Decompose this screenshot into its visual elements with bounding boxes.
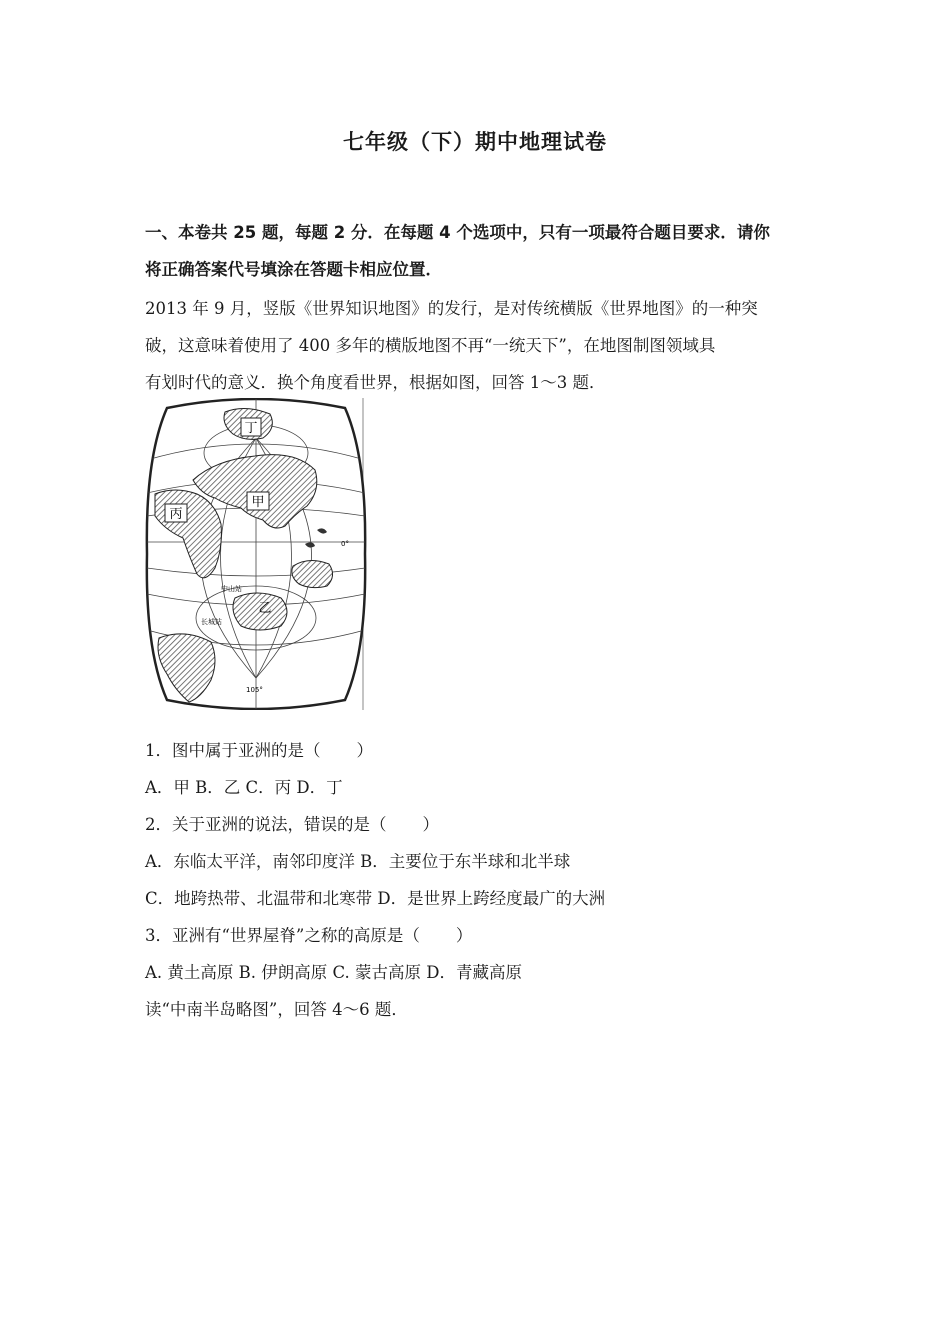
question-1-stem: 1．图中属于亚洲的是（ [145, 741, 321, 760]
question-2-stem: 2．关于亚洲的说法，错误的是（ [145, 815, 387, 834]
section-heading-line2: 将正确答案代号填涂在答题卡相应位置． [145, 260, 442, 279]
intro-line-2: 破，这意味着使用了 400 多年的横版地图不再“一统天下”，在地图制图领域具 [145, 336, 716, 355]
question-3 [145, 917, 825, 954]
map-label-105-degree: 105° [246, 686, 263, 694]
question-1-stem-end: ） [356, 741, 373, 760]
section-heading-line1: 一、本卷共 25 题，每题 2 分．在每题 4 个选项中，只有一项最符合题目要求．请你 [145, 223, 770, 242]
question-2 [145, 806, 825, 843]
page-title: 七年级（下）期中地理试卷 [343, 130, 607, 154]
question-2-options-line1: A．东临太平洋，南邻印度洋 B．主要位于东半球和北半球 [145, 852, 571, 871]
question-1-options: A．甲 B．乙 C．丙 D．丁 [145, 778, 343, 797]
vertical-world-map [145, 398, 367, 710]
world-map-figure [145, 398, 367, 710]
map-label-zhongshan-station: 中山站 [221, 585, 242, 593]
australia-landmass [292, 560, 333, 587]
question-3-stem-end: ） [455, 926, 473, 945]
map-label-0-degree: 0° [341, 540, 349, 548]
intro-paragraph [145, 290, 817, 401]
map-label-changcheng-station: 长城站 [201, 618, 222, 626]
map-label-ding: 丁 [244, 421, 258, 436]
map-label-bing: 丙 [169, 507, 183, 522]
intro-line-3: 有划时代的意义．换个角度看世界，根据如图，回答 1～3 题． [145, 373, 606, 392]
read-prompt: 读“中南半岛略图”，回答 4～6 题． [145, 1000, 408, 1019]
question-1 [145, 732, 825, 769]
question-2-options-line2: C．地跨热带、北温带和北寒带 D．是世界上跨经度最广的大洲 [145, 889, 606, 908]
question-2-stem-end: ） [422, 815, 439, 834]
question-3-options: A. 黄土高原 B. 伊朗高原 C. 蒙古高原 D．青藏高原 [145, 963, 523, 982]
section-heading [145, 214, 815, 288]
question-3-stem: 3．亚洲有“世界屋脊”之称的高原是（ [145, 926, 420, 945]
intro-line-1: 2013 年 9 月，竖版《世界知识地图》的发行，是对传统横版《世界地图》的一种突 [145, 299, 758, 318]
map-label-jia: 甲 [251, 495, 265, 510]
questions-block [145, 732, 825, 1028]
map-label-yi: 乙 [258, 601, 272, 616]
